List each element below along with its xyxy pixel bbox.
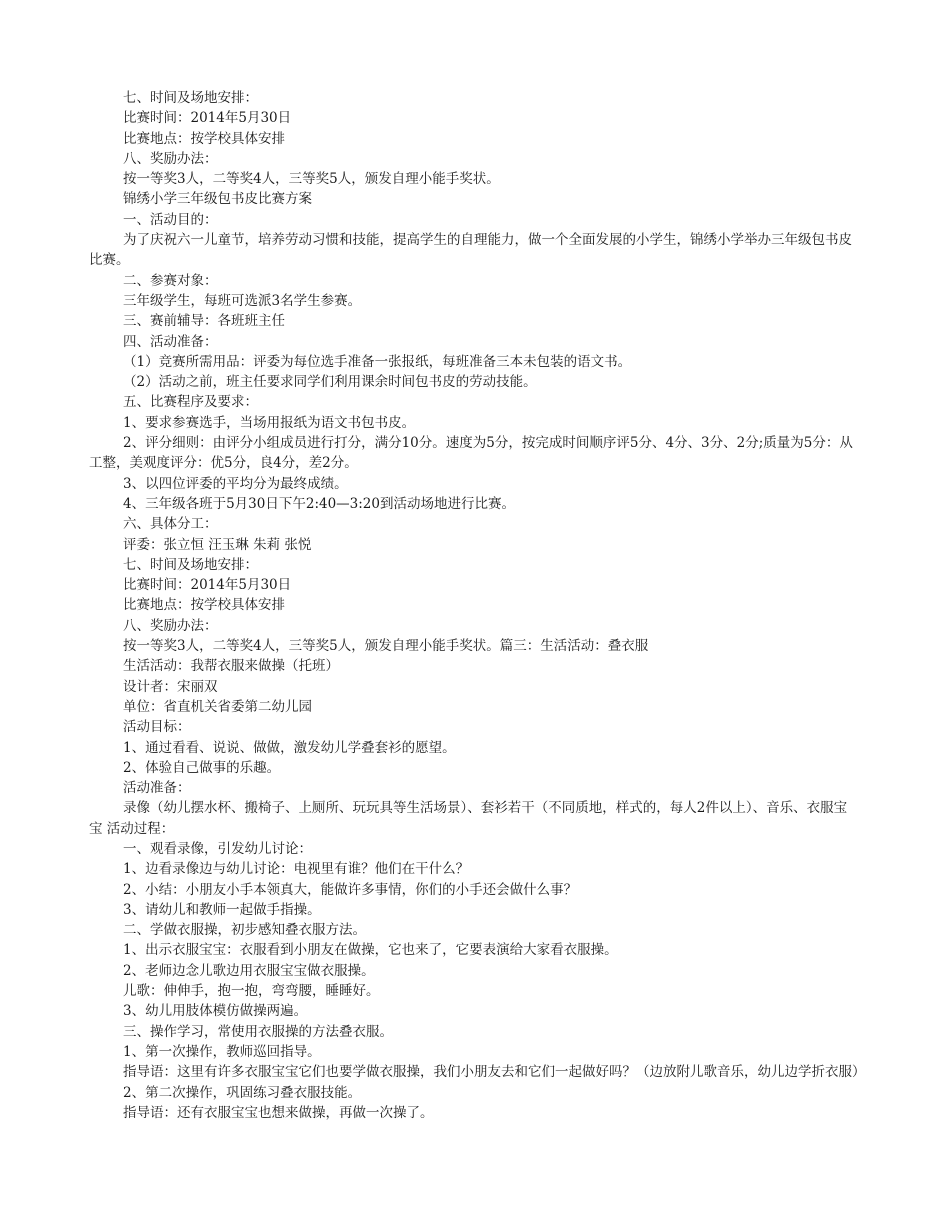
paragraph-rewards-2: 按一等奖3人，二等奖4人，三等奖5人，颁发自理小能手奖状。篇三：生活活动：叠衣服 <box>123 638 649 655</box>
paragraph-nursery-rhyme: 儿歌：伸伸手，抱一抱，弯弯腰，睡睡好。 <box>123 983 380 1000</box>
paragraph-exercise-2: 2、老师边念儿歌边用衣服宝宝做衣服操。 <box>123 962 375 979</box>
paragraph-procedure-3: 3、以四位评委的平均分为最终成绩。 <box>123 475 348 492</box>
paragraph-participants: 三年级学生，每班可选派3名学生参赛。 <box>123 292 362 309</box>
paragraph-competition-time-2: 比赛时间：2014年5月30日 <box>123 577 292 594</box>
paragraph-competition-venue: 比赛地点：按学校具体安排 <box>123 130 285 147</box>
section-title-bookcover-plan: 锦绣小学三年级包书皮比赛方案 <box>123 191 312 208</box>
heading-watch-video: 一、观看录像，引发幼儿讨论： <box>123 840 312 857</box>
section-title-clothes-exercise: 生活活动：我帮衣服来做操（托班） <box>123 658 339 675</box>
paragraph-preparation-1: （1）竞赛所需用品：评委为每位选手准备一张报纸，每班准备三本未包装的语文书。 <box>123 353 632 370</box>
document-page <box>89 88 866 1123</box>
paragraph-goal-2: 2、体验自己做事的乐趣。 <box>123 759 281 776</box>
heading-purpose: 一、活动目的： <box>123 211 218 228</box>
paragraph-video-3: 3、请幼儿和教师一起做手指操。 <box>123 901 321 918</box>
heading-goals: 活动目标： <box>123 719 191 736</box>
paragraph-video-2: 2、小结：小朋友小手本领真大，能做许多事情，你们的小手还会做什么事？ <box>123 881 578 898</box>
paragraph-guidance-1: 指导语：这里有许多衣服宝宝它们也要学做衣服操，我们小朋友去和它们一起做好吗？（边放附儿歌音乐，幼儿边学折衣服） <box>123 1064 866 1081</box>
heading-participants: 二、参赛对象： <box>123 272 218 289</box>
heading-preparation: 四、活动准备： <box>123 333 218 350</box>
paragraph-guidance-2: 指导语：还有衣服宝宝也想来做操，再做一次操了。 <box>123 1104 434 1121</box>
paragraph-rewards: 按一等奖3人，二等奖4人，三等奖5人，颁发自理小能手奖状。 <box>123 171 500 188</box>
paragraph-designer: 设计者：宋丽双 <box>123 678 218 695</box>
paragraph-exercise-3: 3、幼儿用肢体模仿做操两遍。 <box>123 1003 308 1020</box>
paragraph-goal-1: 1、通过看看、说说、做做，激发幼儿学叠套衫的愿望。 <box>123 739 456 756</box>
heading-procedure: 五、比赛程序及要求： <box>123 394 258 411</box>
heading-operation-learning: 三、操作学习，常使用衣服操的方法叠衣服。 <box>123 1023 393 1040</box>
heading-rewards-2: 八、奖励办法： <box>123 617 218 634</box>
paragraph-unit: 单位：省直机关省委第二幼儿园 <box>123 698 312 715</box>
heading-rewards: 八、奖励办法： <box>123 150 218 167</box>
paragraph-procedure-1: 1、要求参赛选手，当场用报纸为语文书包书皮。 <box>123 414 416 431</box>
paragraph-activity-preparation: 录像（幼儿摆水杯、搬椅子、上厕所、玩玩具等生活场景）、套衫若干（不同质地，样式的，每人2件以上）、音乐、衣服宝宝 活动过程： <box>89 800 848 837</box>
paragraph-operation-1: 1、第一次操作，教师巡回指导。 <box>123 1043 321 1060</box>
heading-time-venue: 七、时间及场地安排： <box>123 90 258 106</box>
paragraph-video-1: 1、边看录像边与幼儿讨论：电视里有谁？他们在干什么？ <box>123 861 470 878</box>
heading-activity-preparation: 活动准备： <box>123 780 191 797</box>
paragraph-preparation-2: （2）活动之前，班主任要求同学们利用课余时间包书皮的劳动技能。 <box>123 374 537 391</box>
heading-coaching: 三、赛前辅导：各班班主任 <box>123 313 285 330</box>
paragraph-purpose: 为了庆祝六一儿童节，培养劳动习惯和技能，提高学生的自理能力，做一个全面发展的小学生，锦绣小学举办三年级包书皮比赛。 <box>89 232 852 269</box>
paragraph-operation-2: 2、第二次操作，巩固练习叠衣服技能。 <box>123 1084 362 1101</box>
paragraph-competition-time: 比赛时间：2014年5月30日 <box>123 110 292 127</box>
heading-clothes-exercise: 二、学做衣服操，初步感知叠衣服方法。 <box>123 922 366 939</box>
paragraph-procedure-4: 4、三年级各班于5月30日下午2:40—3:20到活动场地进行比赛。 <box>123 495 515 512</box>
heading-time-venue-2: 七、时间及场地安排： <box>123 556 258 573</box>
paragraph-exercise-1: 1、出示衣服宝宝：衣服看到小朋友在做操，它也来了，它要表演给大家看衣服操。 <box>123 942 618 959</box>
heading-division: 六、具体分工： <box>123 516 218 533</box>
paragraph-procedure-2: 2、评分细则：由评分小组成员进行打分，满分10分。速度为5分，按完成时间顺序评5分、4分、3分、2分;质量为5分：从工整，美观度评分：优5分，良4分，差2分。 <box>89 435 853 472</box>
paragraph-competition-venue-2: 比赛地点：按学校具体安排 <box>123 597 285 614</box>
paragraph-judges: 评委：张立恒 汪玉琳 朱莉 张悦 <box>123 536 312 553</box>
